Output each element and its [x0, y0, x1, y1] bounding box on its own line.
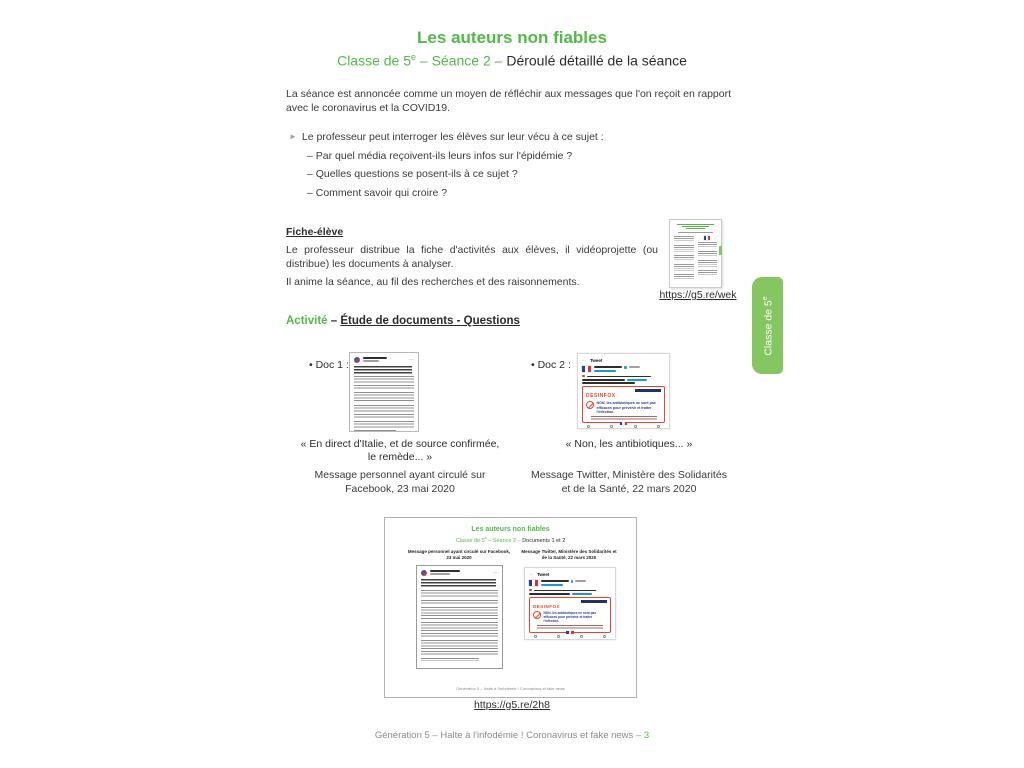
card-navy-banner	[635, 389, 661, 392]
intro-line-2: avec le coronavirus et la COVID19.	[286, 101, 450, 114]
fiche-eleve-thumbnail	[669, 219, 722, 288]
fiche-paragraph-1	[286, 244, 658, 271]
profile-avatar-icon	[421, 570, 427, 576]
doc1-thumbnail	[349, 352, 419, 432]
tweet-text-lines	[582, 375, 665, 384]
card-sub-lines	[537, 625, 602, 630]
discussion-items	[307, 150, 572, 205]
doc1-quote: « En direct d'Italie, et de source confirmée, le remède... »	[300, 438, 500, 463]
desinfox-card	[582, 386, 665, 423]
fiche-thumb-column	[674, 236, 694, 282]
tweet-name-lines	[594, 366, 666, 374]
activity-label: Activité	[286, 315, 328, 327]
fiche-paragraph-1-line-2: distribue) les documents à analyser.	[286, 257, 454, 270]
doc1-thumb-name-lines	[363, 357, 407, 363]
prohibited-icon	[586, 401, 594, 409]
doc1-label: • Doc 1 :	[309, 359, 349, 371]
intro-paragraph	[286, 88, 731, 115]
doc2-caption-block	[514, 438, 744, 496]
subtitle-seance: – Séance 2 –	[416, 52, 507, 69]
desinfox-label: DESINFOX	[586, 393, 616, 400]
preview-footer: Génération 5 – Halte à l'infodémie ! Coronavirus et fake news	[456, 686, 565, 691]
preview-subtitle: Classe de 5e – Séance 2 – Documents 1 et 2	[455, 536, 566, 544]
subtitle-class: Classe de 5	[337, 52, 412, 69]
card-claim-text: NON, les antibiotiques ne sont pas efficaces pour prévenir et traiter l'infection.	[596, 401, 656, 415]
discussion-lead-text: Le professeur peut interroger les élèves sur leur vécu à ce sujet :	[301, 131, 604, 143]
preview-caption-right: Message Twitter, Ministère des Solidarités et de la Santé, 22 mars 2020	[521, 549, 617, 560]
doc2-thumbnail	[577, 353, 670, 429]
tweet-header	[582, 357, 665, 364]
reply-icon	[587, 425, 590, 428]
triangle-bullet-icon: ►	[289, 132, 297, 141]
desinfox-card	[529, 597, 611, 633]
france-gov-logo-icon	[529, 580, 538, 587]
doc2-quote: « Non, les antibiotiques... »	[565, 438, 693, 450]
tweet-actions-row	[582, 425, 665, 428]
activity-separator: –	[327, 315, 341, 327]
doc1-thumb-header	[354, 356, 414, 364]
discussion-lead	[289, 131, 604, 143]
card-claim-text: NON, les antibiotiques ne sont pas efficaces pour prévenir et traiter l'infection.	[543, 611, 597, 624]
tweet-header-label: Tweet	[537, 572, 550, 577]
tweet-header-label: Tweet	[590, 358, 603, 363]
prohibited-icon	[533, 611, 541, 619]
fiche-link[interactable]: https://g5.re/wek	[659, 289, 737, 301]
preview-caption-left: Message personnel ayant circulé sur Facebook, 23 mai 2020	[407, 549, 511, 560]
fiche-heading: Fiche-élève	[286, 226, 344, 238]
fiche-thumb-columns	[674, 236, 717, 282]
page-subtitle	[0, 52, 1024, 69]
back-arrow-icon: ←	[582, 357, 587, 363]
list-item: – Comment savoir qui croire ?	[307, 186, 448, 199]
like-icon	[634, 425, 637, 428]
preview-doc1-thumbnail	[416, 565, 503, 669]
page-number: 3	[643, 730, 650, 741]
fiche-thumb-sub-line	[678, 232, 712, 233]
desinfox-label: DESINFOX	[533, 604, 561, 610]
back-arrow-icon: ←	[529, 571, 534, 577]
tweet-profile-row	[582, 366, 665, 374]
fiche-thumb-title-line	[682, 226, 710, 227]
intro-line-1: La séance est annoncée comme un moyen de réfléchir aux messages que l'on reçoit en rapport	[286, 88, 732, 100]
fiche-thumb-image	[704, 236, 710, 240]
ellipsis-icon: ⋯	[493, 570, 498, 576]
profile-avatar-icon	[354, 357, 360, 363]
preview-doc2-thumbnail	[524, 567, 616, 640]
retweet-icon	[557, 635, 560, 638]
fiche-thumb-title-line	[686, 228, 706, 229]
doc2-label: • Doc 2 :	[531, 359, 571, 371]
ellipsis-icon: ⋯	[409, 357, 414, 363]
activity-title: Étude de documents - Questions	[340, 315, 520, 327]
fiche-thumb-column	[698, 236, 718, 282]
documents-page-link[interactable]: https://g5.re/2h8	[474, 699, 550, 711]
page-footer-text: Génération 5 – Halte à l'infodémie ! Coronavirus et fake news –	[374, 730, 644, 741]
doc2-source: Message Twitter, Ministère des Solidarités et de la Santé, 22 mars 2020	[531, 469, 727, 495]
fiche-thumb-side-tab	[719, 246, 722, 255]
fiche-thumb-title-line	[677, 224, 714, 225]
list-item: – Quelles questions se posent-ils à ce sujet ?	[307, 168, 518, 181]
card-sub-lines	[591, 416, 657, 421]
documents-page-preview	[384, 517, 637, 698]
france-flag-icon	[586, 422, 661, 425]
list-item: – Par quel média reçoivent-ils leurs infos sur l'épidémie ?	[307, 150, 573, 162]
france-flag-icon	[533, 631, 607, 634]
subtitle-class-sup: e	[411, 52, 417, 62]
preview-doc1-header	[421, 569, 498, 577]
fiche-paragraph-2: Il anime la séance, au fil des recherches et des raisonnements.	[286, 276, 580, 288]
class-level-tab	[752, 277, 783, 374]
doc1-source: Message personnel ayant circulé sur Facebook, 23 mai 2020	[314, 469, 486, 495]
doc1-thumb-bold-paragraph	[354, 366, 412, 374]
like-icon	[580, 635, 583, 638]
page-footer	[0, 730, 1024, 741]
share-icon	[657, 425, 660, 428]
class-level-tab-label: Classe de 5e	[761, 295, 774, 356]
preview-title: Les auteurs non fiables	[471, 526, 550, 533]
subtitle-detail: Déroulé détaillé de la séance	[506, 52, 687, 69]
reply-icon	[534, 635, 537, 638]
france-gov-logo-icon	[582, 366, 591, 373]
retweet-icon	[610, 425, 613, 428]
card-navy-banner	[581, 600, 607, 603]
activity-heading	[286, 315, 520, 327]
fiche-paragraph-1-line-1: Le professeur distribue la fiche d'activités aux élèves, il vidéoprojette (ou	[286, 244, 658, 256]
card-main	[586, 401, 661, 414]
doc1-caption-block	[286, 438, 514, 496]
page-title: Les auteurs non fiables	[417, 28, 607, 47]
share-icon	[603, 635, 606, 638]
